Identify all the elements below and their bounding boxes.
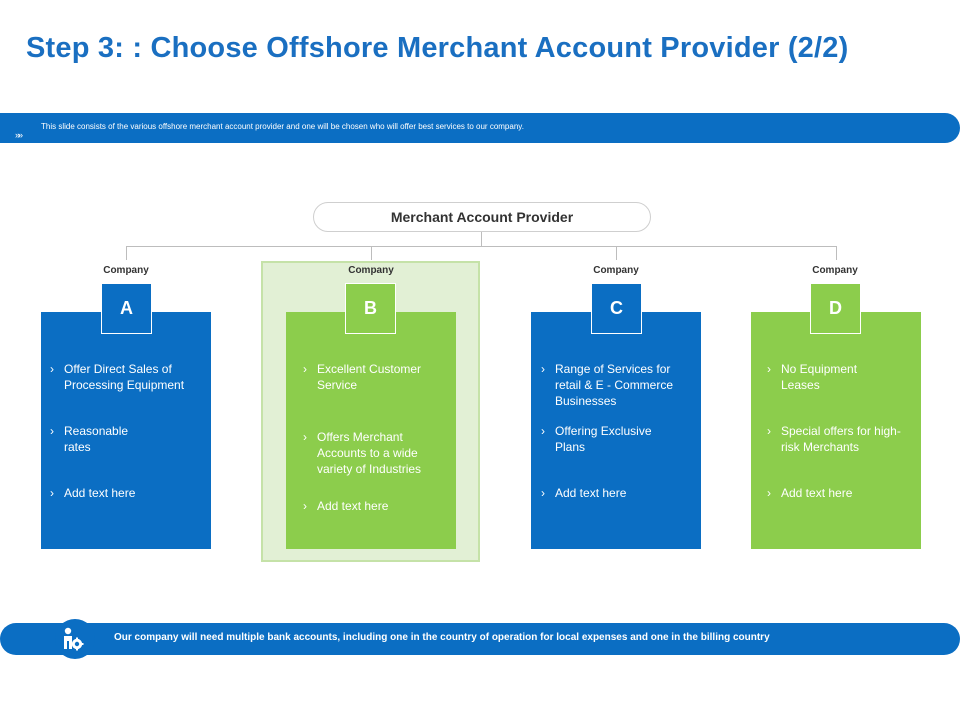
connector-horizontal — [126, 246, 837, 247]
chevron-right-icon: › — [303, 362, 307, 376]
chevron-right-icon: › — [50, 362, 54, 376]
chevron-right-icon: › — [541, 362, 545, 376]
connector-a — [126, 246, 127, 260]
connector-c — [616, 246, 617, 260]
chevron-right-icon: › — [541, 486, 545, 500]
root-node: Merchant Account Provider — [313, 202, 651, 232]
chevron-right-icon: › — [541, 424, 545, 438]
company-label-b: Company — [348, 265, 394, 276]
footer-text: Our company will need multiple bank accounts, including one in the country of operation for local expenses and one in the billing country — [114, 632, 770, 643]
chevron-right-icon: › — [50, 486, 54, 500]
connector-b — [371, 246, 372, 260]
company-badge-a: A — [101, 283, 152, 334]
company-label-a: Company — [103, 265, 149, 276]
person-gear-icon — [55, 619, 95, 659]
connector-root-stem — [481, 230, 482, 247]
company-badge-b: B — [345, 283, 396, 334]
chevron-right-icon: › — [767, 424, 771, 438]
chevron-right-icon: › — [303, 499, 307, 513]
company-label-d: Company — [812, 265, 858, 276]
description-banner — [0, 113, 960, 143]
company-badge-c: C — [591, 283, 642, 334]
chevron-right-icon: › — [767, 486, 771, 500]
company-label-c: Company — [593, 265, 639, 276]
chevron-right-icon: › — [303, 430, 307, 444]
double-chevron-icon: »» — [15, 130, 22, 140]
banner-text: This slide consists of the various offshore merchant account provider and one will be chosen who will offer best services to our company. — [41, 122, 524, 131]
page-title: Step 3: : Choose Offshore Merchant Account Provider (2/2) — [26, 32, 849, 64]
chevron-right-icon: › — [767, 362, 771, 376]
company-badge-d: D — [810, 283, 861, 334]
chevron-right-icon: › — [50, 424, 54, 438]
connector-d — [836, 246, 837, 260]
